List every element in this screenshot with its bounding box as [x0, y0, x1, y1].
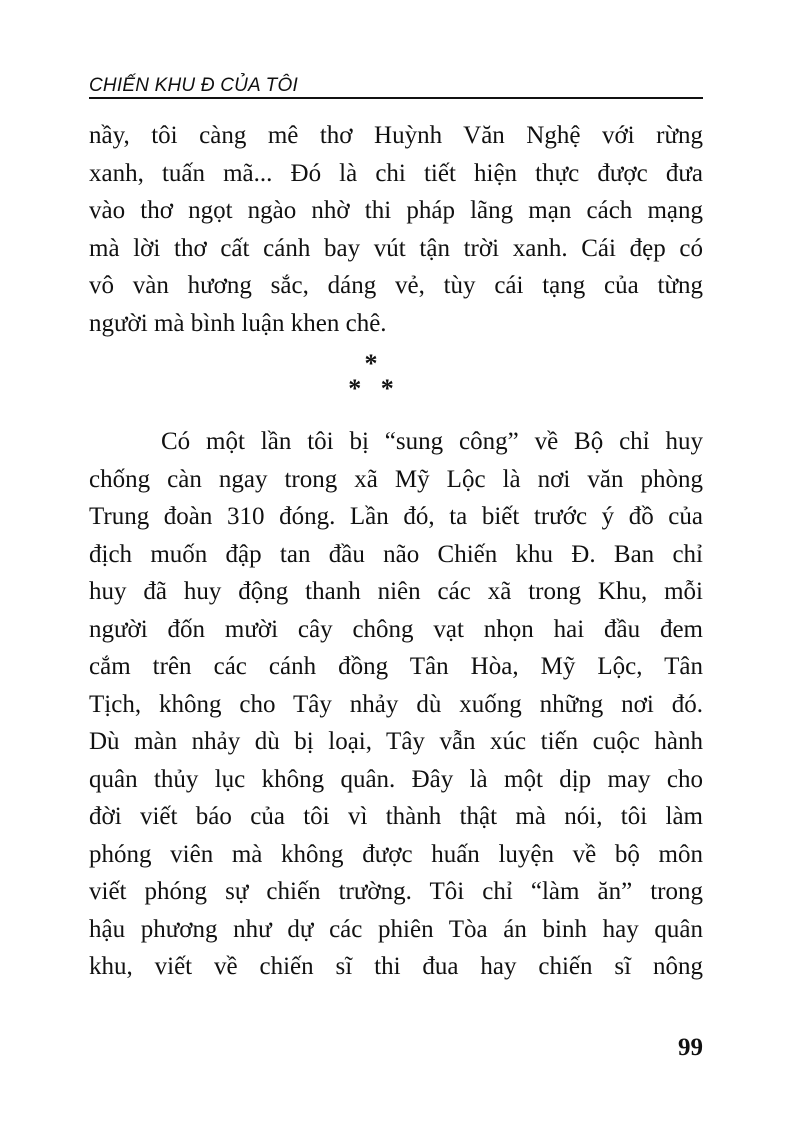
text-line: địch muốn đập tan đầu não Chiến khu Đ. Ban chỉ [89, 540, 703, 568]
text-line: phóng viên mà không được huấn luyện về bộ môn [89, 840, 703, 868]
header-rule [89, 97, 703, 99]
text-line: xanh, tuấn mã... Đó là chi tiết hiện thực được đưa [89, 159, 703, 187]
text-line: người đốn mười cây chông vạt nhọn hai đầu đem [89, 615, 703, 643]
text-line: Dù màn nhảy dù bị loại, Tây vẫn xúc tiến cuộc hành [89, 728, 703, 755]
text-line: cắm trên các cánh đồng Tân Hòa, Mỹ Lộc, Tân [89, 653, 703, 680]
text-line: chống càn ngay trong xã Mỹ Lộc là nơi văn phòng [89, 465, 703, 493]
text-line: vào thơ ngọt ngào nhờ thi pháp lãng mạn cách mạng [89, 197, 703, 224]
text-line: Có một lần tôi bị “sung công” về Bộ chỉ huy [161, 428, 703, 455]
page-number: 99 [678, 1034, 703, 1061]
running-head: CHIẾN KHU Đ CỦA TÔI [89, 75, 298, 96]
text-line: vô vàn hương sắc, dáng vẻ, tùy cái tạng của từng [89, 272, 703, 299]
section-separator-bottom: * * [348, 374, 394, 403]
text-line: Tịch, không cho Tây nhảy dù xuống những nơi đó. [89, 690, 703, 718]
text-line: viết phóng sự chiến trường. Tôi chỉ “làm ăn” trong [89, 878, 703, 905]
text-line: Trung đoàn 310 đóng. Lần đó, ta biết trước ý đồ của [89, 503, 703, 530]
text-line: người mà bình luận khen chê. [89, 309, 387, 337]
text-line: huy đã huy động thanh niên các xã trong Khu, mỗi [89, 578, 703, 605]
text-line: hậu phương như dự các phiên Tòa án binh hay quân [89, 915, 703, 943]
paragraph-2 [89, 423, 703, 986]
text-line: mà lời thơ cất cánh bay vút tận trời xanh. Cái đẹp có [89, 234, 703, 262]
paragraph-1 [89, 117, 703, 342]
text-line: đời viết báo của tôi vì thành thật mà nói, tôi làm [89, 803, 703, 830]
text-line: nầy, tôi càng mê thơ Huỳnh Văn Nghệ với rừng [89, 122, 703, 149]
text-line: khu, viết về chiến sĩ thi đua hay chiến sĩ nông [89, 953, 703, 980]
section-separator-top: * [364, 349, 378, 378]
text-line: quân thủy lục không quân. Đây là một dịp may cho [89, 765, 703, 793]
